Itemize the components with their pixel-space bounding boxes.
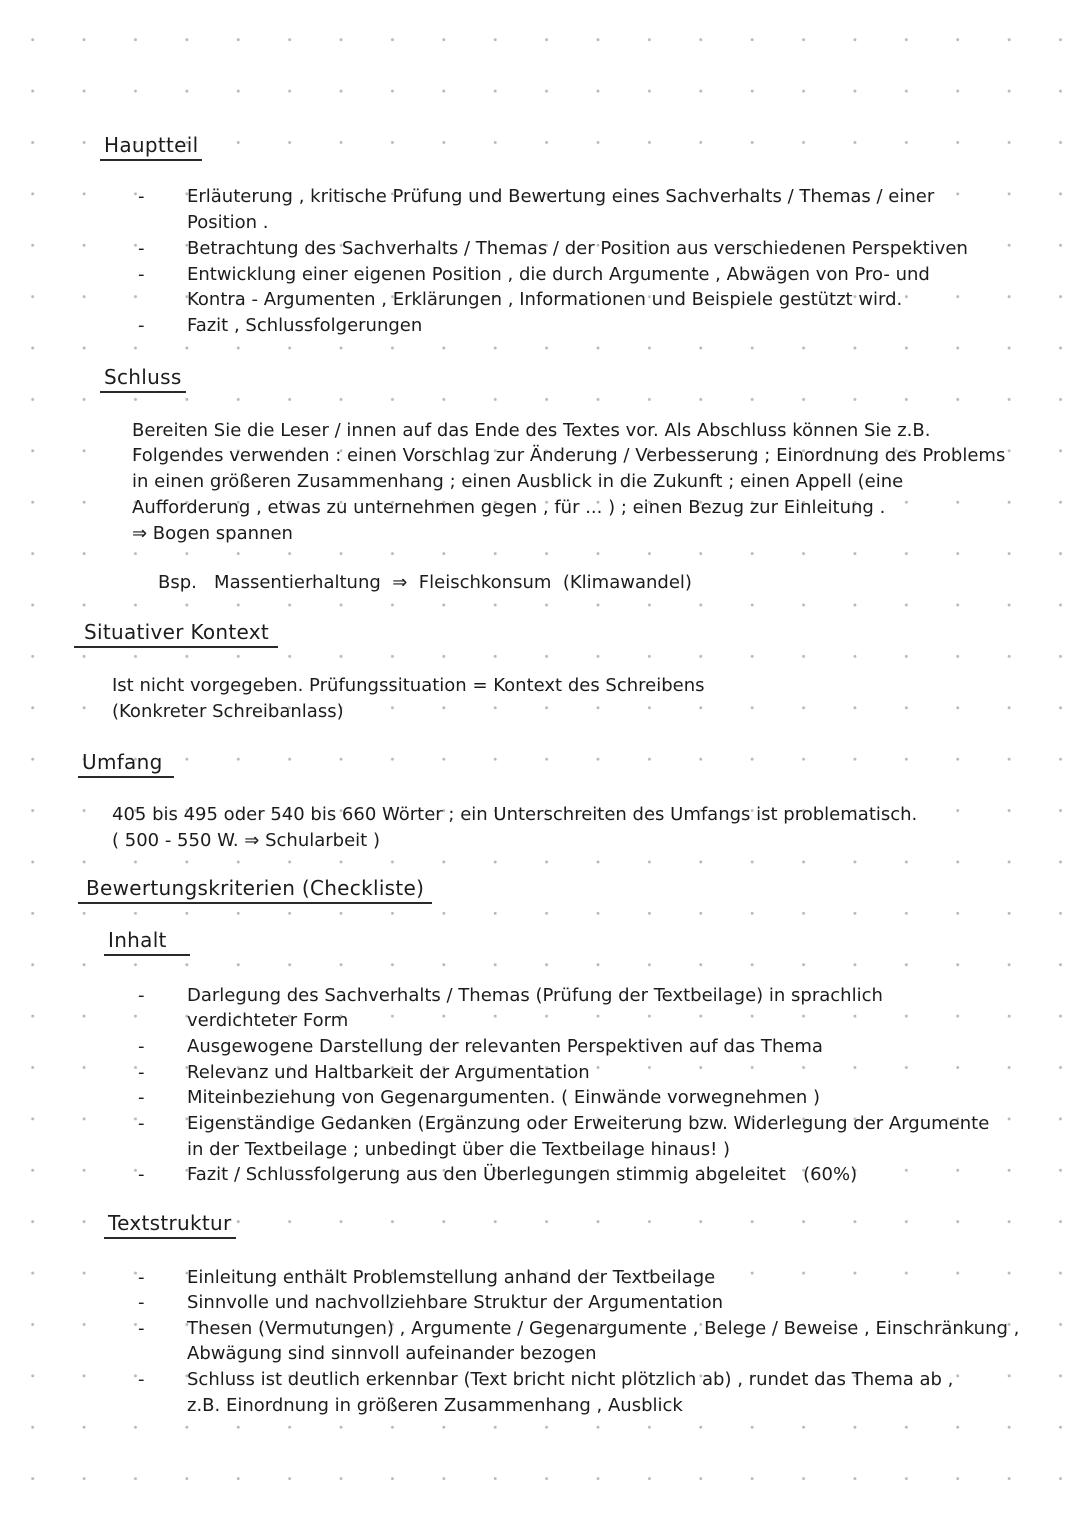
- inhalt-line: Miteinbeziehung von Gegenargumenten. ( Einwände vorwegnehmen ): [187, 1087, 820, 1108]
- heading-inhalt: Inhalt: [104, 928, 190, 956]
- textstruktur-line: Thesen (Vermutungen) , Argumente / Gegenargumente , Belege / Beweise , Einschränkung ,: [187, 1318, 1020, 1339]
- textstruktur-line: Sinnvolle und nachvollziehbare Struktur der Argumentation: [187, 1292, 724, 1313]
- bullet-dash: -: [138, 1036, 145, 1057]
- inhalt-line: Ausgewogene Darstellung der relevanten Perspektiven auf das Thema: [187, 1036, 823, 1057]
- schluss-line: Folgendes verwenden : einen Vorschlag zur Änderung / Verbesserung ; Einordnung des Problems: [132, 445, 1006, 466]
- bullet-dash: -: [138, 1062, 145, 1083]
- heading-situativer-kontext-label: Situativer Kontext: [84, 620, 270, 644]
- inhalt-line: Relevanz und Haltbarkeit der Argumentation: [187, 1062, 590, 1083]
- textstruktur-line: Einleitung enthält Problemstellung anhand der Textbeilage: [187, 1267, 716, 1288]
- hauptteil-line: Erläuterung , kritische Prüfung und Bewertung eines Sachverhalts / Themas / einer: [187, 186, 935, 207]
- heading-hauptteil: Hauptteil: [100, 133, 202, 161]
- textstruktur-line: Schluss ist deutlich erkennbar (Text bricht nicht plötzlich ab) , rundet das Thema ab ,: [187, 1369, 954, 1390]
- heading-textstruktur: Textstruktur: [104, 1211, 236, 1239]
- inhalt-line: verdichteter Form: [187, 1010, 349, 1031]
- schluss-example: Bsp. Massentierhaltung ⇒ Fleischkonsum (Klimawandel): [158, 572, 692, 593]
- bullet-dash: -: [138, 186, 145, 207]
- heading-schluss: Schluss: [100, 365, 186, 393]
- bullet-dash: -: [138, 1318, 145, 1339]
- hauptteil-line: Fazit , Schlussfolgerungen: [187, 315, 423, 336]
- bullet-dash: -: [138, 1267, 145, 1288]
- schluss-line: ⇒ Bogen spannen: [132, 523, 293, 544]
- bullet-dash: -: [138, 238, 145, 259]
- umfang-line: 405 bis 495 oder 540 bis 660 Wörter ; ein Unterschreiten des Umfangs ist problematisch.: [112, 804, 918, 825]
- bullet-dash: -: [138, 1292, 145, 1313]
- bullet-dash: -: [138, 264, 145, 285]
- hauptteil-line: Entwicklung einer eigenen Position , die durch Argumente , Abwägen von Pro- und: [187, 264, 930, 285]
- schluss-line: in einen größeren Zusammenhang ; einen Ausblick in die Zukunft ; einen Appell (eine: [132, 471, 904, 492]
- heading-bewertungskriterien: [78, 876, 432, 904]
- bullet-dash: -: [138, 1087, 145, 1108]
- heading-situativer-kontext: [74, 620, 278, 648]
- umfang-line: ( 500 - 550 W. ⇒ Schularbeit ): [112, 830, 380, 851]
- textstruktur-line: z.B. Einordnung in größeren Zusammenhang , Ausblick: [187, 1395, 683, 1416]
- hauptteil-line: Position .: [187, 212, 269, 233]
- inhalt-line: Eigenständige Gedanken (Ergänzung oder Erweiterung bzw. Widerlegung der Argumente: [187, 1113, 990, 1134]
- heading-umfang: Umfang: [78, 750, 174, 778]
- schluss-line: Aufforderung , etwas zu unternehmen gegen , für ... ) ; einen Bezug zur Einleitung .: [132, 497, 886, 518]
- hauptteil-line: Kontra - Argumenten , Erklärungen , Informationen und Beispiele gestützt wird.: [187, 289, 903, 310]
- heading-bewertungskriterien-label: Bewertungskriterien (Checkliste): [86, 876, 425, 900]
- bullet-dash: -: [138, 315, 145, 336]
- inhalt-line: Darlegung des Sachverhalts / Themas (Prüfung der Textbeilage) in sprachlich: [187, 985, 883, 1006]
- schluss-line: Bereiten Sie die Leser / innen auf das Ende des Textes vor. Als Abschluss können Sie z.B.: [132, 420, 931, 441]
- hauptteil-line: Betrachtung des Sachverhalts / Themas / der Position aus verschiedenen Perspektiven: [187, 238, 968, 259]
- bullet-dash: -: [138, 1164, 145, 1185]
- textstruktur-line: Abwägung sind sinnvoll aufeinander bezogen: [187, 1343, 597, 1364]
- bullet-dash: -: [138, 1369, 145, 1390]
- bullet-dash: -: [138, 1113, 145, 1134]
- kontext-line: Ist nicht vorgegeben. Prüfungssituation = Kontext des Schreibens: [112, 675, 705, 696]
- kontext-line: (Konkreter Schreibanlass): [112, 701, 344, 722]
- inhalt-line: in der Textbeilage ; unbedingt über die Textbeilage hinaus! ): [187, 1139, 731, 1160]
- inhalt-line: Fazit / Schlussfolgerung aus den Überlegungen stimmig abgeleitet (60%): [187, 1164, 858, 1185]
- bullet-dash: -: [138, 985, 145, 1006]
